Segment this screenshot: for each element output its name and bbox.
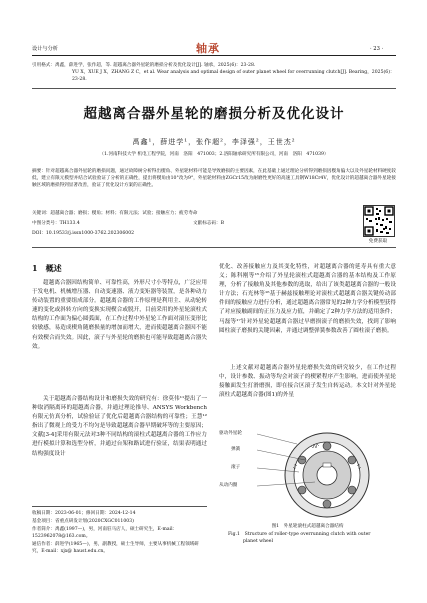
fig-label-inner: 从动内圈 (219, 483, 238, 488)
authors: 禹鑫¹，薛进学¹，张作超²，李泽强²，王世杰² (132, 138, 296, 146)
footnote-author: 作者简介：禹鑫(1997—)，男，河南驻马店人，硕士研究生，E-mail：1523962078@163.com。 (32, 527, 178, 539)
figure-caption-en-2: planet wheel (243, 539, 273, 544)
footnote-fund: 基金项目：省重点研发计划(2020CXGC011003) (32, 519, 134, 524)
qr-code[interactable] (363, 205, 395, 237)
citation-en: YU X，XUE J X，ZHANG Z C，et al. Wear analysis and optimal design of outer planet wheel for overrunning clutch[J]. Bearing，2025(6)：23-28. (72, 70, 395, 82)
header-rule (32, 55, 396, 56)
citation-cn: 引用格式：禹鑫，薛进学，张作超，等. 超越离合器外星轮的磨损分析及优化设计[J]. 轴承，2025(6)：23-28. (32, 63, 256, 68)
running-header-left: 设计与分析 (32, 46, 58, 52)
intro-paragraph-3: 优化、改善接触应力及其变化特性，对超越离合器的延寿具有重大意义；陈科刚等¹⁵介绍了外星轮滚柱式超越离合器的基本结构及工作原理，分析了接触角及其他参数的选取，给出了该类超越离合器的一般设计方法；石光林等¹⁶基于赫兹接触理论对滚柱式超越离合器关键传动部件间的接触应力进行分析，通过超越离合器常见的2种力学分析模型获得了对应接触副间的正压力及应力值，并确定了2种力学方法的适用条件；马磊等¹⁷针对外星轮超越离合器过早磨损滚子的磨损失效，找到了影响圆柱滚子磨损的关键因素，并通过调整弹簧参数改善了圆柱滚子磨损。 (219, 264, 396, 334)
footnote-received: 收稿日期：2023-06-01；修回日期：2024-12-14 (32, 511, 136, 516)
figure-caption-cn: 图1 外星轮滚柱式超越离合器结构 (271, 524, 344, 529)
citation-rule (32, 88, 396, 89)
affiliations: （1.河南科技大学 机电工程学院，河南 洛阳 471003；2.洛阳轴承研究所有限公司，河南 洛阳 471039） (99, 152, 329, 157)
fig-label-roller: 滚子 (231, 465, 241, 470)
qr-caption: 免费获取 (368, 239, 388, 244)
clutch-diagram (219, 420, 396, 520)
figure-caption-en-1: Fig.1 Structure of roller-type overrunning clutch with outer (228, 532, 371, 537)
intro-paragraph-1: 超越离合器因结构简单、可靠性高，外形尺寸小等特点，广泛应用于发电机、机械增压器、自动变速器、液力变矩器等装置，是各种动力传动装置的重要组成部分。超越离合器的工作原理是利用主、从动轮转速的变化或斜转方向的变换实现楔合或脱开，目前采用的外星轮滚柱式结构的工作面为偏心圆弧面，在工作过程中外星轮工作面对滚压变形比较敏感，易造成楔角随磨损量的增加而增大，进而使超越离合器因不能有效楔合而失效。因此，滚子与外星轮的磨损也可能导致超越离合器失效。 (32, 280, 207, 350)
page-number: · 23 · (370, 46, 384, 52)
intro-paragraph-2: 关于超越离合器结构设计和磨损失效的研究有：徐莫伟¹¹提出了一种取消隔离环的超越离合器，并通过理论推导、ANSYS Workbench有限元仿真分析，试验验证了优化后超越离合器结构的可靠性；王慧¹²指出了微观上的受力不均匀是导致超越离合器早期破坏等的主要原因；文献[3-4]采用有限元法对3种不同结构的滚柱式超越离合器的工作应力进行模拟计算和选型分析，并通过台架和路试进行验证，结果表明通过结构强度设计 (32, 396, 207, 457)
clc-number: 中图分类号：TH133.4 (32, 221, 80, 226)
abstract-rule (32, 247, 396, 248)
doi: DOI：10.19533/j.issn1000-3762.202306002 (32, 231, 135, 236)
section-heading: 1 概述 (32, 263, 62, 273)
document-code: 文献标志码：B (193, 221, 224, 226)
fig-label-outer: 驱动外星轮 (219, 431, 242, 436)
paper-title: 超越离合器外星轮的磨损分析及优化设计 (83, 106, 345, 122)
figure-1 (219, 420, 396, 520)
footnote-rule (32, 506, 207, 507)
intro-paragraph-4: 上述文献对超越离合器外星轮磨损失效的研究较少，在工作过程中，设计参数、振动等均会对滚子的楔紧程序产生影响，进而使外星轮接触面发生打滑磨损，即在接合区滚子发生自转运动。本文针对外星轮滚柱式超越离合器(图1)的外星 (219, 365, 396, 399)
journal-logo: 轴承 (196, 42, 220, 55)
fig-label-spring: 弹簧 (231, 447, 241, 452)
abstract: 摘要：针对超越离合器外星轮的磨损问题，通过故障树分析得出楔角、外星轮材料可能是导致磨损的主要因素，在此基础上通过理论分析得到磨损因楔角偏大以及外星轮材料硬度较低，建立有限元模型并结合试验验证了分析的正确性，提出将楔角由10°改为9°，外星轮材料由ZGCr15改为耐磨性更好的高速工具钢W18Cr4V，优化设计的超越离合器外星轮接触区域的磨损得到显著改善，验证了优化设计方案的正确性。 (32, 169, 396, 188)
keywords: 关键词：超越离合器；磨损；楔角；材料；有限元法；试验；接触应力；疲劳寿命 (32, 211, 198, 216)
footnote-corresponding: 通信作者：薛进学(1965—)，男，副教授，硕士生导师，主要从事机械工程领域研究，E-mail：xjx@ haust.edu.cn。 (32, 542, 199, 554)
